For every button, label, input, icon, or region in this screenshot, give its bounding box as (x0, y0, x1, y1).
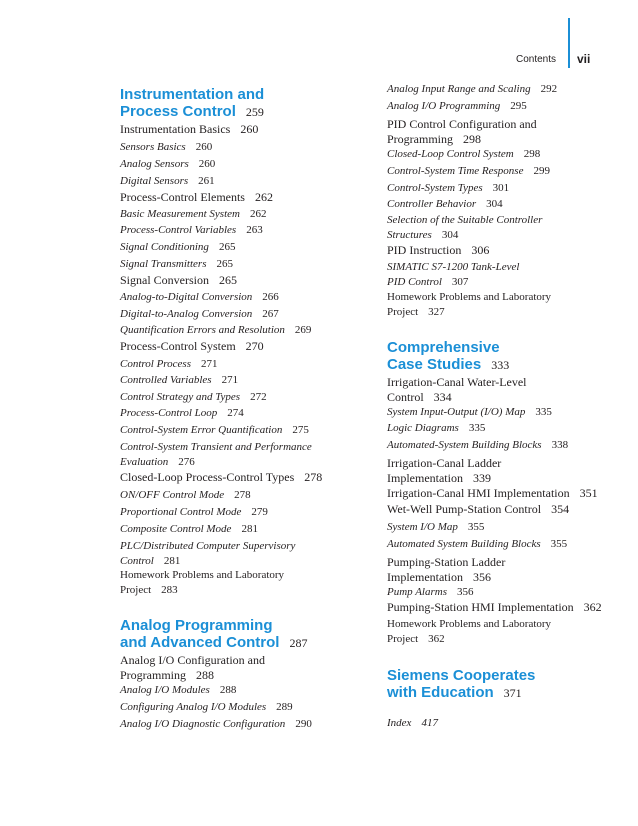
entry-title-line (120, 190, 273, 205)
entry-title-text: Selection of the Suitable Controller (387, 214, 543, 226)
entry-title-text: Signal Conversion (120, 273, 209, 287)
entry-title-line (120, 86, 264, 103)
entry-title-text: Analog I/O Configuration and (120, 653, 265, 667)
entry-page-number: 267 (262, 308, 279, 320)
entry-title (387, 243, 489, 258)
entry-title-text: Closed-Loop Process-Control Types (120, 470, 295, 484)
entry-title-line (387, 667, 535, 684)
entry-page-number: 335 (535, 406, 552, 418)
entry-title-text: Control-System Time Response (387, 165, 524, 177)
entry-title-line (387, 405, 552, 420)
entry-page-number: 289 (276, 701, 293, 713)
entry-title-text: Signal Conditioning (120, 241, 209, 253)
entry-title (387, 82, 557, 97)
entry-title-line (120, 539, 295, 554)
entry-title-line (120, 423, 309, 438)
entry-page-number: 362 (583, 600, 602, 614)
entry-title-line (387, 717, 438, 729)
entry-title (387, 213, 542, 243)
entry-page-number: 356 (457, 586, 474, 598)
entry-title-text: PLC/Distributed Computer Supervisory (120, 540, 296, 552)
entry-title-text: Analog I/O Modules (120, 684, 210, 696)
entry-title (387, 421, 485, 436)
entry-title-text: Process-Control Loop (120, 407, 218, 419)
entry-title (120, 373, 238, 388)
entry-title-text: Irrigation-Canal Ladder (387, 456, 502, 470)
entry-title-line (120, 373, 238, 388)
entry-title (387, 502, 569, 517)
entry-title-line (120, 554, 295, 569)
entry-title-line (387, 600, 602, 615)
entry-title (120, 357, 218, 372)
entry-title (120, 86, 264, 121)
entry-page-number: 262 (254, 190, 273, 204)
entry-page-number: 283 (161, 584, 178, 596)
entry-title-line (120, 273, 237, 288)
entry-title-text: Pumping-Station HMI Implementation (387, 600, 574, 614)
entry-title-line (387, 243, 489, 258)
entry-title-line (120, 583, 284, 598)
entry-page-number: 265 (218, 241, 236, 253)
entry-title-line (120, 668, 265, 683)
entry-page-number: 271 (201, 358, 218, 370)
entry-title (387, 600, 602, 615)
entry-page-number: 298 (463, 132, 481, 146)
entry-title (120, 700, 293, 715)
entry-title (387, 339, 509, 374)
entry-title-line (387, 117, 537, 132)
entry-title (120, 717, 312, 732)
entry-title-text: Process-Control Elements (120, 190, 245, 204)
entry-title-text: ON/OFF Control Mode (120, 489, 225, 501)
entry-title-text: with Education (387, 684, 494, 701)
entry-title-line (120, 103, 264, 121)
entry-title (387, 717, 438, 729)
entry-title-text: Process-Control Variables (120, 224, 237, 236)
entry-page-number: 260 (195, 141, 213, 153)
entry-title-line (120, 505, 268, 520)
entry-title-text: Pump Alarms (387, 586, 447, 598)
entry-page-number: 265 (216, 258, 233, 270)
entry-title-line (387, 197, 503, 212)
entry-title-text: Index (387, 717, 412, 729)
entry-title-text: Instrumentation and (120, 86, 265, 103)
header-rule (568, 18, 570, 68)
entry-page-number: 276 (178, 456, 195, 468)
entry-title-text: Irrigation-Canal HMI Implementation (387, 486, 570, 500)
entry-title-line (120, 323, 311, 338)
entry-page-number: 335 (468, 422, 486, 434)
entry-title-text: and Advanced Control (120, 634, 280, 651)
entry-page-number: 260 (240, 122, 259, 136)
entry-title (120, 568, 284, 598)
entry-title-text: Control-System Error Quantification (120, 424, 283, 436)
entry-title (387, 197, 503, 212)
entry-title-text: Comprehensive (387, 339, 500, 356)
entry-title-text: Digital Sensors (120, 175, 189, 187)
entry-title-line (387, 486, 598, 501)
entry-page-number: 339 (472, 471, 491, 485)
entry-title-text: Project (387, 306, 419, 318)
entry-title (120, 653, 265, 683)
entry-title (120, 190, 273, 205)
entry-page-number: 371 (503, 686, 522, 700)
entry-title-text: Process-Control System (120, 339, 236, 353)
entry-title-line (387, 438, 568, 453)
entry-title (120, 406, 244, 421)
entry-title-text: Logic Diagrams (387, 422, 459, 434)
entry-title-line (120, 488, 251, 503)
entry-title-text: Control-System Types (387, 182, 483, 194)
entry-title-line (387, 570, 505, 585)
entry-title-line (387, 339, 509, 356)
entry-title-line (120, 390, 267, 405)
running-header-page-number: vii (577, 52, 591, 66)
entry-title-line (387, 260, 519, 275)
entry-title-line (387, 390, 527, 405)
entry-title-line (120, 617, 307, 634)
entry-title-line (387, 375, 527, 390)
entry-title-line (387, 617, 551, 632)
entry-title-line (387, 305, 551, 320)
entry-page-number: 274 (227, 407, 244, 419)
entry-title-text: Controlled Variables (120, 374, 212, 386)
entry-title-line (387, 164, 550, 179)
entry-title (120, 440, 312, 470)
entry-title (120, 390, 267, 405)
entry-title-text: Sensors Basics (120, 141, 186, 153)
entry-page-number: 260 (198, 158, 216, 170)
entry-title-line (120, 717, 312, 732)
entry-title-text: Wet-Well Pump-Station Control (387, 502, 542, 516)
entry-page-number: 307 (451, 276, 469, 288)
entry-title (387, 99, 527, 114)
entry-page-number: 278 (304, 470, 323, 484)
entry-page-number: 304 (486, 198, 503, 210)
entry-page-number: 333 (491, 358, 510, 372)
entry-title-line (387, 555, 505, 570)
entry-title-text: Instrumentation Basics (120, 122, 231, 136)
entry-title-line (387, 181, 509, 196)
entry-title-line (120, 174, 215, 189)
entry-page-number: 334 (433, 390, 452, 404)
entry-title (120, 273, 237, 288)
entry-page-number: 259 (245, 105, 264, 119)
entry-page-number: 355 (467, 521, 485, 533)
entry-page-number: 279 (251, 506, 268, 518)
entry-page-number: 271 (221, 374, 239, 386)
entry-page-number: 269 (294, 324, 312, 336)
entry-title-line (120, 455, 312, 470)
entry-page-number: 417 (421, 717, 438, 729)
entry-page-number: 304 (441, 229, 459, 241)
entry-title (120, 174, 215, 189)
entry-title-text: System Input-Output (I/O) Map (387, 406, 526, 418)
entry-title (120, 140, 212, 155)
entry-title-line (387, 290, 551, 305)
entry-title-text: Automated-System Building Blocks (387, 439, 542, 451)
entry-title (387, 181, 509, 196)
entry-title-line (387, 471, 501, 486)
entry-title (120, 617, 307, 652)
entry-title-text: Process Control (120, 103, 236, 120)
entry-title-text: Digital-to-Analog Conversion (120, 308, 253, 320)
entry-page-number: 288 (196, 668, 214, 682)
entry-page-number: 263 (246, 224, 263, 236)
entry-title-text: Signal Transmitters (120, 258, 207, 270)
entry-title-text: Controller Behavior (387, 198, 477, 210)
entry-title-line (387, 502, 569, 517)
entry-page-number: 355 (550, 538, 568, 550)
entry-title-text: Analog I/O Diagnostic Configuration (120, 718, 286, 730)
entry-title (120, 323, 311, 338)
entry-title-line (387, 537, 567, 552)
entry-title (120, 539, 295, 569)
entry-title (120, 257, 233, 272)
entry-title-line (120, 522, 258, 537)
entry-title-line (120, 122, 258, 137)
entry-title-text: Automated System Building Blocks (387, 538, 541, 550)
entry-title-line (120, 240, 235, 255)
entry-title-line (120, 700, 293, 715)
entry-title-line (387, 456, 501, 471)
entry-title (387, 260, 519, 290)
entry-title-line (120, 634, 307, 652)
entry-title-text: Pumping-Station Ladder (387, 555, 506, 569)
entry-title (387, 667, 535, 702)
entry-title-text: Control Process (120, 358, 191, 370)
entry-title (387, 438, 568, 453)
entry-page-number: 265 (219, 273, 237, 287)
entry-title (387, 117, 537, 147)
entry-title-line (387, 99, 527, 114)
entry-title-text: Composite Control Mode (120, 523, 232, 535)
entry-title-line (120, 653, 265, 668)
entry-page-number: 298 (523, 148, 541, 160)
entry-page-number: 292 (540, 83, 558, 95)
entry-title (387, 290, 551, 320)
entry-title-text: Homework Problems and Laboratory (387, 618, 552, 630)
entry-page-number: 362 (428, 633, 445, 645)
entry-title (120, 207, 266, 222)
entry-title (120, 157, 215, 172)
entry-title-line (387, 356, 509, 374)
entry-title-line (387, 684, 535, 702)
entry-title-text: Control (120, 555, 154, 567)
entry-title-line (120, 207, 266, 222)
entry-title-line (120, 307, 279, 322)
entry-title-line (387, 147, 540, 162)
entry-title-line (387, 82, 557, 97)
entry-title-text: PID Control (387, 276, 442, 288)
entry-title-text: Analog Programming (120, 617, 273, 634)
entry-title-line (120, 290, 279, 305)
entry-title-text: Programming (120, 668, 186, 682)
entry-title-text: Case Studies (387, 356, 482, 373)
entry-title (387, 486, 598, 501)
entry-title-text: Control (387, 390, 424, 404)
entry-title-line (387, 228, 542, 243)
entry-page-number: 301 (492, 182, 510, 194)
entry-title-line (120, 406, 244, 421)
entry-title-text: Irrigation-Canal Water-Level (387, 375, 527, 389)
entry-title (387, 555, 505, 585)
entry-title-text: Basic Measurement System (120, 208, 240, 220)
entry-title-line (387, 213, 542, 228)
entry-title (120, 423, 309, 438)
entry-page-number: 295 (510, 100, 527, 112)
entry-title-text: Configuring Analog I/O Modules (120, 701, 267, 713)
entry-title (387, 164, 550, 179)
entry-title-line (387, 585, 474, 600)
entry-title-text: Analog-to-Digital Conversion (120, 291, 253, 303)
entry-page-number: 262 (249, 208, 267, 220)
entry-title-text: PID Instruction (387, 243, 462, 257)
entry-title-line (387, 421, 485, 436)
entry-title (120, 488, 251, 503)
entry-page-number: 266 (262, 291, 279, 303)
entry-title-line (120, 683, 236, 698)
entry-title-text: SIMATIC S7-1200 Tank-Level (387, 261, 520, 273)
entry-title-text: Quantification Errors and Resolution (120, 324, 285, 336)
entry-title (387, 456, 501, 486)
entry-page-number: 278 (234, 489, 251, 501)
entry-page-number: 272 (250, 391, 267, 403)
entry-title-text: Analog I/O Programming (387, 100, 501, 112)
entry-title (120, 522, 258, 537)
entry-title (120, 307, 279, 322)
entry-title-line (120, 257, 233, 272)
entry-page-number: 288 (219, 684, 237, 696)
entry-title-line (387, 520, 484, 535)
entry-title (120, 470, 322, 485)
entry-title (120, 339, 264, 354)
entry-title-text: Siemens Cooperates (387, 667, 536, 684)
entry-page-number: 327 (428, 306, 445, 318)
entry-title-line (120, 470, 322, 485)
entry-title (120, 505, 268, 520)
entry-title-line (387, 132, 537, 147)
entry-title-text: Programming (387, 132, 453, 146)
entry-title (387, 520, 484, 535)
entry-title-line (387, 275, 519, 290)
entry-title-text: PID Control Configuration and (387, 117, 537, 131)
entry-title (120, 683, 236, 698)
entry-title-text: Analog Input Range and Scaling (387, 83, 531, 95)
entry-title-text: Structures (387, 229, 432, 241)
entry-page-number: 351 (579, 486, 598, 500)
entry-title-line (120, 140, 212, 155)
entry-title-line (120, 357, 218, 372)
entry-title-text: Homework Problems and Laboratory (387, 291, 552, 303)
entry-page-number: 275 (292, 424, 309, 436)
entry-title-text: Implementation (387, 570, 463, 584)
entry-title (120, 122, 258, 137)
entry-title-line (120, 157, 215, 172)
entry-title (120, 240, 235, 255)
entry-page-number: 354 (551, 502, 570, 516)
entry-title-text: Project (120, 584, 152, 596)
entry-title-text: Control-System Transient and Performance (120, 441, 312, 453)
entry-title-line (120, 223, 263, 238)
entry-title-text: Closed-Loop Control System (387, 148, 514, 160)
entry-title-text: Project (387, 633, 419, 645)
entry-page-number: 261 (198, 175, 215, 187)
entry-title-text: Analog Sensors (120, 158, 189, 170)
entry-title-line (387, 632, 551, 647)
entry-title-text: System I/O Map (387, 521, 458, 533)
entry-title (387, 405, 552, 420)
entry-page-number: 281 (163, 555, 181, 567)
entry-title-line (120, 339, 264, 354)
entry-title (120, 290, 279, 305)
entry-title (387, 147, 540, 162)
running-header-section: Contents (515, 54, 556, 65)
entry-page-number: 270 (245, 339, 264, 353)
entry-title-text: Homework Problems and Laboratory (120, 569, 285, 581)
entry-page-number: 338 (551, 439, 569, 451)
entry-page-number: 287 (289, 636, 308, 650)
entry-title-line (120, 568, 284, 583)
entry-title-line (120, 440, 312, 455)
entry-page-number: 290 (295, 718, 312, 730)
entry-page-number: 356 (472, 570, 491, 584)
entry-page-number: 306 (471, 243, 490, 257)
entry-title-text: Implementation (387, 471, 463, 485)
entry-page-number: 281 (241, 523, 258, 535)
entry-title-text: Proportional Control Mode (120, 506, 242, 518)
entry-title (387, 617, 551, 647)
entry-title-text: Evaluation (120, 456, 169, 468)
entry-page-number: 299 (533, 165, 550, 177)
entry-title (387, 585, 474, 600)
entry-title-text: Control Strategy and Types (120, 391, 241, 403)
entry-title (120, 223, 263, 238)
entry-title (387, 375, 527, 405)
entry-title (387, 537, 567, 552)
